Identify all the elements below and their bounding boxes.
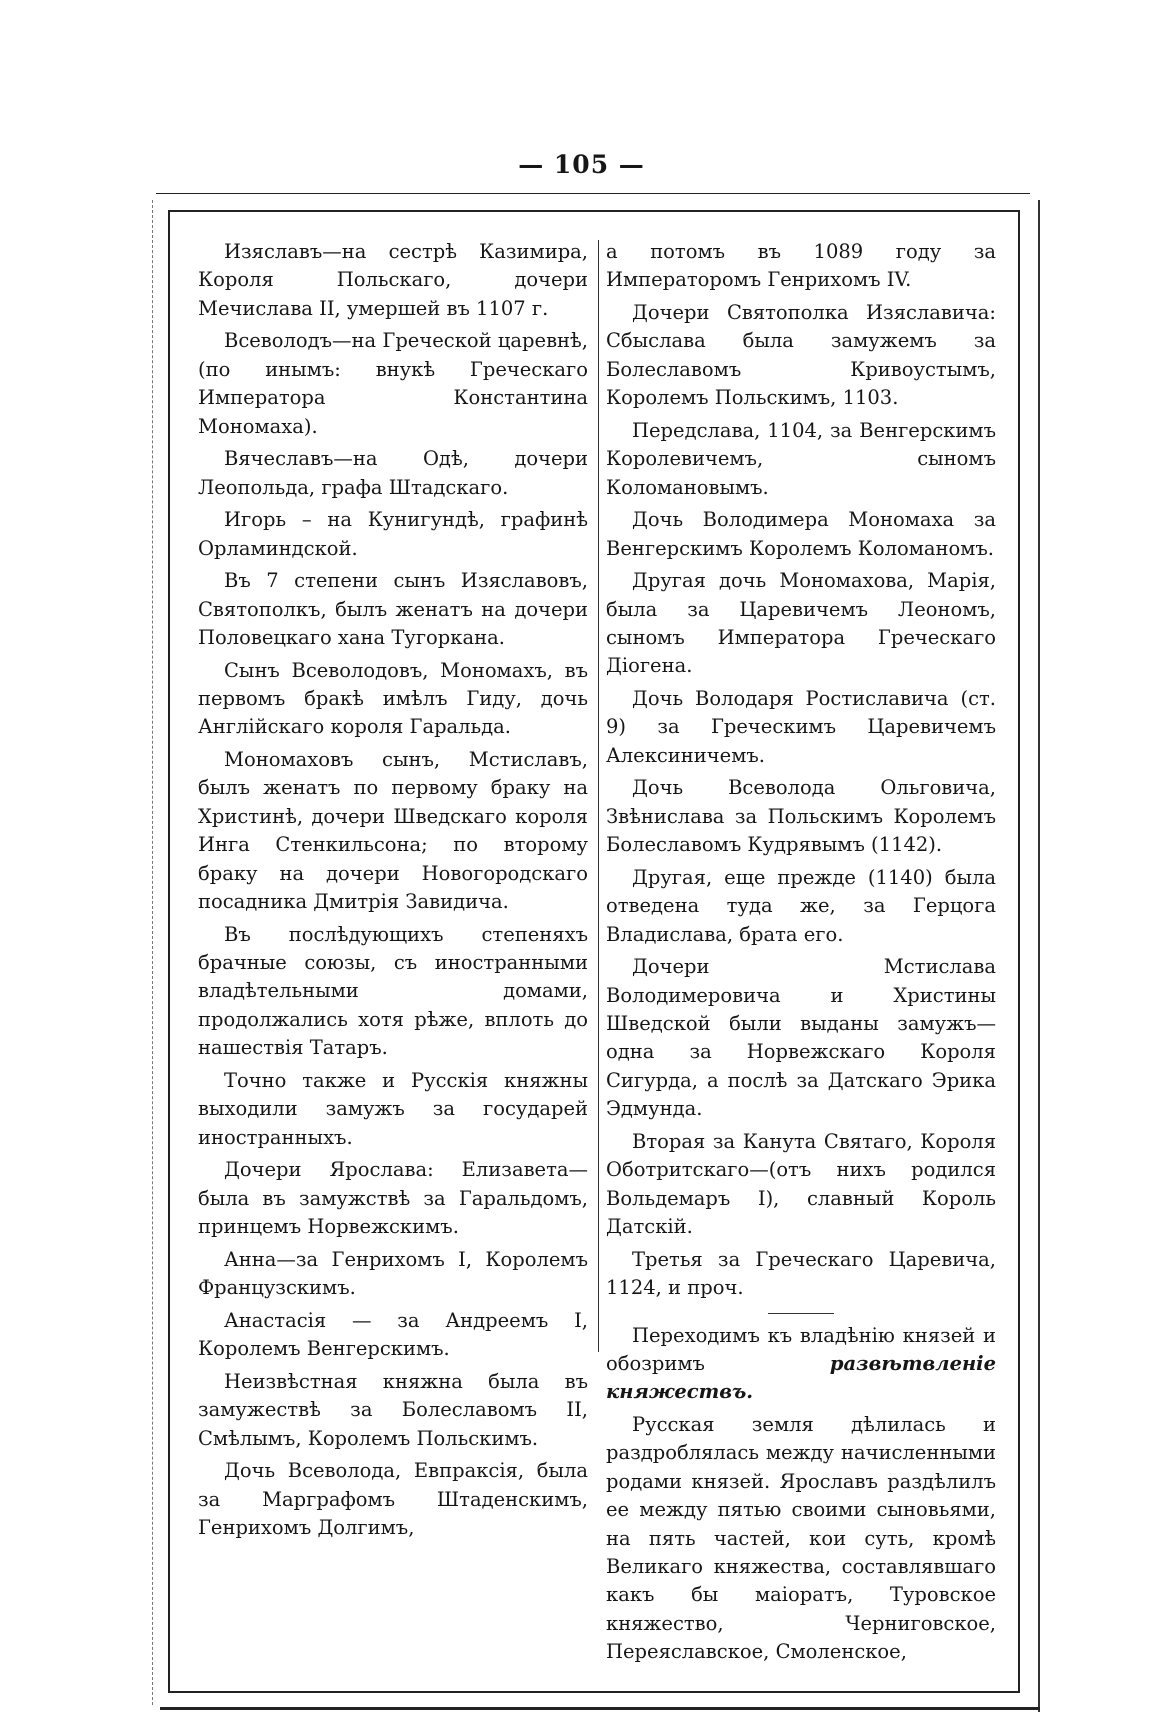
paragraph: Точно также и Русскія княжны выходили замужъ за государей иностранныхъ.	[198, 1068, 588, 1149]
frame-left-edge	[152, 200, 153, 1705]
top-rule	[156, 193, 1030, 194]
paragraph: Неизвѣстная княжна была въ замужествѣ за Болеславомъ II, Смѣлымъ, Королемъ Польскимъ.	[198, 1369, 588, 1450]
paragraph: Передслава, 1104, за Венгерскимъ Королевичемъ, сыномъ Коломановымъ.	[606, 418, 996, 499]
paragraph: Сынъ Всеволодовъ, Мономахъ, въ первомъ бракѣ имѣлъ Гиду, дочь Англійскаго короля Гаральда.	[198, 658, 588, 739]
paragraph: Русская земля дѣлилась и раздроблялась между начисленными родами князей. Ярославъ раздѣлилъ ее между пятью своими сыновьями, на пять частей, кои суть, кромѣ Великаго княжества, составлявшаго какъ бы маіоратъ, Туровское княжество, Черниговское, Переяславское, Смоленское,	[606, 1412, 996, 1664]
paragraph: а потомъ въ 1089 году за Императоромъ Генрихомъ IV.	[606, 240, 996, 292]
heading-emphasis: развѣтвленіе княжествъ.	[606, 1351, 996, 1404]
paragraph: Другая дочь Мономахова, Марія, была за Царевичемъ Леономъ, сыномъ Императора Греческаго Діогена.	[606, 569, 996, 678]
frame-right-edge	[1038, 200, 1040, 1712]
left-column	[198, 238, 588, 1547]
column-divider	[598, 240, 599, 1352]
paragraph: Изяславъ—на сестрѣ Казимира, Короля Польскаго, дочери Мечислава II, умершей въ 1107 г.	[198, 240, 588, 320]
paragraph: Дочери Святополка Изяславича: Сбыслава была замужемъ за Болеславомъ Кривоустымъ, Королемъ Польскимъ, 1103.	[606, 301, 996, 410]
paragraph: Дочери Ярослава: Елизавета—была въ замужствѣ за Гаральдомъ, принцемъ Норвежскимъ.	[198, 1158, 588, 1239]
page-number: — 105 —	[518, 150, 645, 179]
paragraph: Игорь – на Кунигундѣ, графинѣ Орламиндской.	[198, 508, 588, 560]
paragraph: Дочь Володимера Мономаха за Венгерскимъ Королемъ Коломаномъ.	[606, 508, 996, 560]
heading-text: Переходимъ къ владѣнію князей и обозримъ	[606, 1323, 996, 1375]
paragraph: Дочери Мстислава Володимеровича и Христины Шведской были выданы замужъ—одна за Норвежскаго Короля Сигурда, а послѣ за Датскаго Эрика Эдмунда.	[606, 955, 996, 1121]
right-column	[606, 238, 996, 1671]
paragraph: Анна—за Генрихомъ I, Королемъ Французскимъ.	[198, 1247, 588, 1300]
paragraph: Дочь Всеволода, Евпраксія, была за Маргрaфомъ Штаденскимъ, Генрихомъ Долгимъ,	[198, 1459, 588, 1539]
paragraph: Анастасія — за Андреемъ I, Королемъ Венгерскимъ.	[198, 1308, 588, 1361]
section-divider	[768, 1313, 834, 1314]
bottom-rule	[160, 1707, 1040, 1710]
paragraph: Всеволодъ—на Греческой царевнѣ, (по инымъ: внукѣ Греческаго Императора Константина Мономаха).	[198, 329, 588, 438]
paragraph: Мономаховъ сынъ, Мстиславъ, былъ женатъ по первому браку на Христинѣ, дочери Шведскаго короля Инга Стенкильсона; по второму браку на дочери Новогородскаго посадника Дмитрія Завидича.	[198, 748, 588, 914]
paragraph: Въ послѣдующихъ степеняхъ брачные союзы, съ иностранными владѣтельными домами, продолжались хотя рѣже, вплоть до нашествія Татаръ.	[198, 922, 588, 1060]
paragraph: Третья за Греческаго Царевича, 1124, и проч.	[606, 1247, 996, 1300]
section-heading	[606, 1322, 996, 1407]
paragraph: Дочь Володаря Ростиславича (ст. 9) за Греческимъ Царевичемъ Алексиничемъ.	[606, 687, 996, 767]
paragraph: Въ 7 степени сынъ Изяславовъ, Святополкъ, былъ женатъ на дочери Половецкаго хана Тугоркана.	[198, 569, 588, 650]
paragraph: Другая, еще прежде (1140) была отведена туда же, за Герцога Владислава, брата его.	[606, 865, 996, 946]
paragraph: Вторая за Канута Святаго, Короля Оботритскаго—(отъ нихъ родился Вольдемаръ I), славный Король Датскій.	[606, 1129, 996, 1239]
paragraph: Вячеславъ—на Одѣ, дочери Леопольда, графа Штадскаго.	[198, 447, 588, 499]
paragraph: Дочь Всеволода Ольговича, Звѣнислава за Польскимъ Королемъ Болеславомъ Кудрявымъ (1142).	[606, 776, 996, 857]
